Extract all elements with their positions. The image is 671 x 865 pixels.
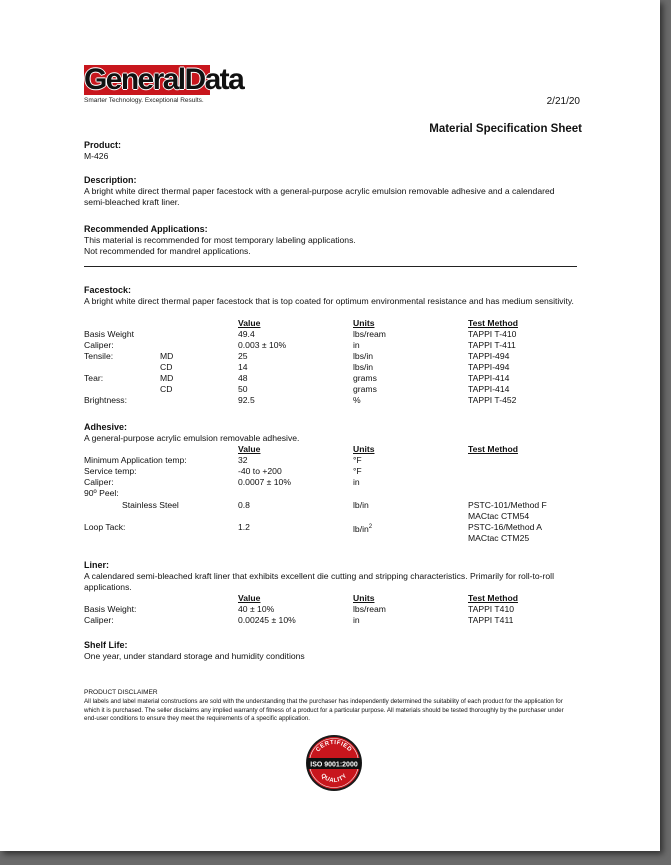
facestock-row-value: 48 — [238, 373, 248, 383]
logo-tagline: Smarter Technology. Exceptional Results. — [84, 97, 204, 104]
tack-method-2: MACtac CTM25 — [468, 533, 530, 543]
facestock-row-value: 14 — [238, 362, 248, 372]
facestock-row-units: lbs/ream — [353, 329, 386, 339]
facestock-row-method: TAPPI T-411 — [468, 340, 516, 350]
facestock-row-value: 92.5 — [238, 395, 255, 405]
adhesive-col-value: Value — [238, 444, 261, 454]
facestock-row-sub: MD — [160, 373, 174, 383]
facestock-row-label: Tear: — [84, 373, 104, 383]
adhesive-col-units: Units — [353, 444, 375, 454]
facestock-row-units: lbs/in — [353, 351, 374, 361]
liner-col-units: Units — [353, 593, 375, 603]
facestock-col-method: Test Method — [468, 318, 518, 328]
applications-line: This material is recommended for most temporary labeling applications. — [84, 235, 356, 245]
seal-top-text: CERTIFIED — [315, 739, 353, 754]
adhesive-text: A general-purpose acrylic emulsion removable adhesive. — [84, 433, 300, 443]
tack-units-text: lb/in — [353, 523, 369, 534]
facestock-row-method: TAPPI-414 — [468, 373, 510, 383]
facestock-row-units: grams — [353, 373, 377, 383]
liner-text: A calendared semi-bleached kraft liner that exhibits excellent die cutting and stripping characteristics. Primarily for roll-to-roll applications. — [84, 571, 554, 592]
facestock-row-units: % — [353, 395, 361, 405]
facestock-row-method: TAPPI-494 — [468, 362, 510, 372]
facestock-col-units: Units — [353, 318, 375, 328]
disclaimer-text: All labels and label material constructions are sold with the understanding that the purchaser has independently determined the suitability of each product for the application for which it is purchased. The seller disclaims any implied warranty of fitness of a product for a particular purpose. All materials should be tested thoroughly by the purchaser under end-user conditions to ensure they meet the requirements of a specific application. — [84, 698, 564, 722]
facestock-row-sub: CD — [160, 384, 173, 394]
general-data-logo — [84, 63, 244, 96]
iso-certified-seal — [305, 734, 363, 792]
document-date: 2/21/20 — [546, 96, 580, 107]
adhesive-row-units: in — [353, 477, 360, 487]
product-heading: Product: — [84, 140, 121, 150]
tack-label: Loop Tack: — [84, 522, 126, 532]
product-value: M-426 — [84, 151, 109, 161]
facestock-row-value: 25 — [238, 351, 248, 361]
adhesive-col-method: Test Method — [468, 444, 518, 454]
liner-row-units: lbs/ream — [353, 604, 386, 614]
shelf-life-heading: Shelf Life: — [84, 640, 128, 650]
tack-method-1: PSTC-16/Method A — [468, 522, 543, 532]
facestock-row-value: 50 — [238, 384, 248, 394]
facestock-row-method: TAPPI T-410 — [468, 329, 517, 339]
description-text: A bright white direct thermal paper facestock with a general-purpose acrylic emulsion removable adhesive and a calendared semi-bleached kraft liner. — [84, 186, 555, 207]
applications-heading: Recommended Applications: — [84, 224, 208, 234]
liner-row-value: 0.00245 ± 10% — [238, 615, 296, 625]
adhesive-row-label: Service temp: — [84, 466, 137, 476]
facestock-row-label: Basis Weight — [84, 329, 134, 339]
adhesive-row-label: Caliper: — [84, 477, 114, 487]
disclaimer-heading: PRODUCT DISCLAIMER — [84, 689, 158, 696]
facestock-row-label: Brightness: — [84, 395, 127, 405]
facestock-heading: Facestock: — [84, 285, 132, 295]
adhesive-row-label: Minimum Application temp: — [84, 455, 187, 465]
adhesive-row-value: 32 — [238, 455, 248, 465]
liner-col-value: Value — [238, 593, 261, 603]
shelf-life-text: One year, under standard storage and humidity conditions — [84, 651, 305, 661]
adhesive-row-units: °F — [353, 466, 362, 476]
facestock-text: A bright white direct thermal paper facestock that is top coated for optimum environmental resistance and has medium sensitivity. — [84, 296, 574, 306]
seal-bottom-text: QUALITY — [319, 772, 349, 785]
liner-row-method: TAPPI T411 — [468, 615, 514, 625]
peel-units: lb/in — [353, 500, 369, 510]
peel-method-1: PSTC-101/Method F — [468, 500, 547, 510]
liner-row-label: Caliper: — [84, 615, 114, 625]
description-heading: Description: — [84, 175, 137, 185]
tack-units-exponent: 2 — [368, 524, 373, 530]
liner-col-method: Test Method — [468, 593, 518, 603]
peel-substrate: Stainless Steel — [122, 500, 179, 510]
facestock-row-method: TAPPI-414 — [468, 384, 510, 394]
facestock-row-units: lbs/in — [353, 362, 374, 372]
liner-row-value: 40 ± 10% — [238, 604, 275, 614]
document-title: Material Specification Sheet — [429, 123, 582, 135]
seal-graphic — [305, 734, 363, 792]
facestock-row-units: in — [353, 340, 360, 350]
facestock-col-value: Value — [238, 318, 261, 328]
liner-row-method: TAPPI T410 — [468, 604, 515, 614]
facestock-row-label: Tensile: — [84, 351, 114, 361]
peel-method-2: MACtac CTM54 — [468, 511, 530, 521]
adhesive-row-value: 0.0007 ± 10% — [238, 477, 291, 487]
adhesive-row-value: -40 to +200 — [238, 466, 282, 476]
seal-middle-text: ISO 9001:2000 — [310, 761, 358, 769]
tack-units — [353, 522, 372, 535]
section-divider — [84, 266, 577, 267]
facestock-row-method: TAPPI T-452 — [468, 395, 517, 405]
facestock-row-label: Caliper: — [84, 340, 114, 350]
liner-heading: Liner: — [84, 560, 110, 570]
liner-row-units: in — [353, 615, 360, 625]
tack-value: 1.2 — [238, 522, 250, 532]
applications-line: Not recommended for mandrel applications. — [84, 246, 251, 256]
facestock-row-method: TAPPI-494 — [468, 351, 510, 361]
adhesive-heading: Adhesive: — [84, 422, 128, 432]
facestock-row-value: 49.4 — [238, 329, 255, 339]
facestock-row-sub: MD — [160, 351, 174, 361]
facestock-row-units: grams — [353, 384, 377, 394]
peel-value: 0.8 — [238, 500, 250, 510]
liner-row-label: Basis Weight: — [84, 604, 137, 614]
logo-text: GeneralData — [84, 63, 244, 96]
adhesive-row-label: 90º Peel: — [84, 488, 119, 498]
facestock-row-sub: CD — [160, 362, 173, 372]
facestock-row-value: 0.003 ± 10% — [238, 340, 287, 350]
adhesive-row-units: °F — [353, 455, 362, 465]
